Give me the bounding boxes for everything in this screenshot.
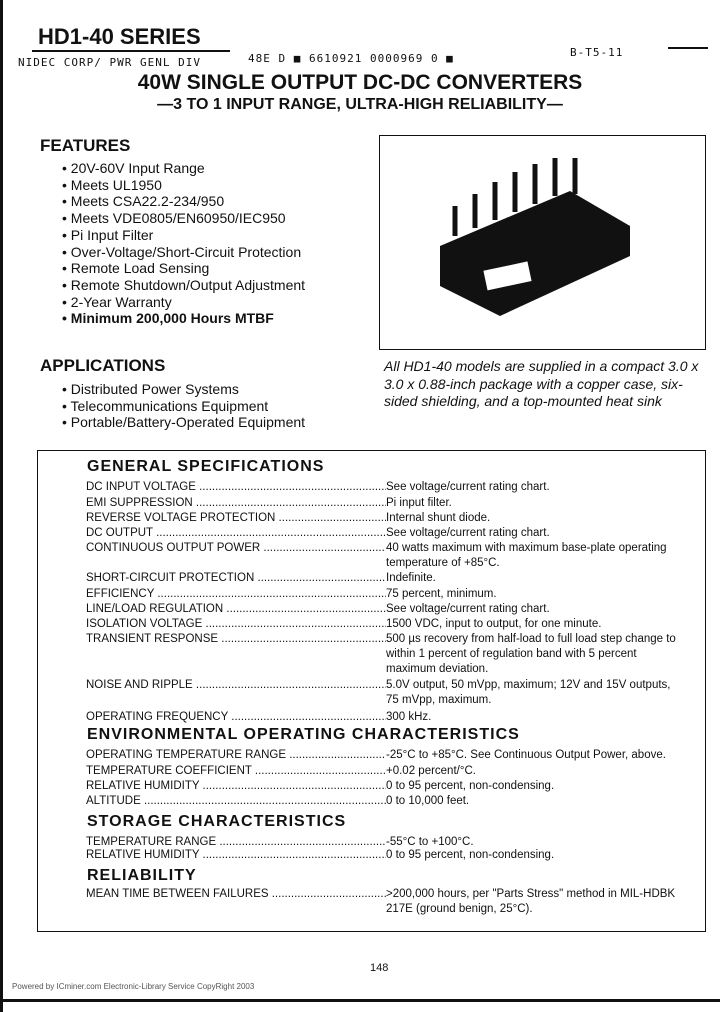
manufacturer-stamp: NIDEC CORP/ PWR GENL DIV bbox=[18, 56, 201, 69]
spec-value: Pi input filter. bbox=[386, 497, 452, 509]
spec-label: LINE/LOAD REGULATION ..... bbox=[86, 602, 386, 617]
spec-value: 0 to 95 percent, non-condensing. bbox=[386, 849, 555, 861]
spec-row bbox=[86, 541, 686, 571]
corner-rule bbox=[668, 47, 708, 49]
page-number: 148 bbox=[370, 962, 389, 974]
list-item: • Telecommunications Equipment bbox=[62, 398, 305, 415]
spec-row bbox=[86, 602, 686, 617]
features-heading: FEATURES bbox=[40, 136, 131, 155]
page-subtitle: —3 TO 1 INPUT RANGE, ULTRA-HIGH RELIABILITY— bbox=[157, 96, 563, 113]
spec-value: 1500 VDC, input to output, for one minute. bbox=[386, 618, 602, 630]
spec-row bbox=[86, 480, 686, 495]
spec-label: NOISE AND RIPPLE ..... bbox=[86, 678, 386, 708]
spec-label: DC OUTPUT ..... bbox=[86, 526, 386, 541]
list-item: • Meets UL1950 bbox=[62, 177, 305, 194]
spec-value: -55°C to +100°C. bbox=[386, 836, 474, 848]
spec-value: See voltage/current rating chart. bbox=[386, 481, 550, 493]
spec-value: 0 to 95 percent, non-condensing. bbox=[386, 780, 555, 792]
general-specs-heading: GENERAL SPECIFICATIONS bbox=[87, 458, 325, 475]
environmental-heading: ENVIRONMENTAL OPERATING CHARACTERISTICS bbox=[87, 726, 520, 743]
spec-row bbox=[86, 511, 686, 526]
spec-value: See voltage/current rating chart. bbox=[386, 603, 550, 615]
spec-label: TEMPERATURE RANGE ..... bbox=[86, 835, 386, 850]
storage-heading: STORAGE CHARACTERISTICS bbox=[87, 813, 347, 830]
spec-row bbox=[86, 748, 686, 763]
spec-row bbox=[86, 764, 686, 779]
scan-border-bottom bbox=[0, 999, 720, 1002]
list-item: • Remote Shutdown/Output Adjustment bbox=[62, 277, 305, 294]
spec-label: EFFICIENCY ..... bbox=[86, 587, 386, 602]
spec-label: ALTITUDE ..... bbox=[86, 794, 386, 809]
features-list bbox=[62, 160, 305, 327]
spec-label: CONTINUOUS OUTPUT POWER ..... bbox=[86, 541, 386, 571]
catalog-code: 48E D ■ 6610921 0000969 0 ■ bbox=[248, 52, 454, 65]
series-title: HD1-40 SERIES bbox=[38, 24, 201, 49]
spec-value: 75 percent, minimum. bbox=[386, 588, 497, 600]
spec-value: Indefinite. bbox=[386, 572, 436, 584]
spec-label: RELATIVE HUMIDITY ..... bbox=[86, 848, 386, 863]
title-rule bbox=[32, 50, 230, 52]
list-item: • 20V-60V Input Range bbox=[62, 160, 305, 177]
spec-value: Internal shunt diode. bbox=[386, 512, 491, 524]
spec-value: 300 kHz. bbox=[386, 711, 432, 723]
spec-value: +0.02 percent/°C. bbox=[386, 765, 476, 777]
reliability-heading: RELIABILITY bbox=[87, 867, 197, 884]
spec-value: See voltage/current rating chart. bbox=[386, 527, 550, 539]
spec-row bbox=[86, 496, 686, 511]
spec-row bbox=[86, 887, 686, 917]
spec-label: TEMPERATURE COEFFICIENT ..... bbox=[86, 764, 386, 779]
spec-row bbox=[86, 632, 686, 677]
spec-value: 500 µs recovery from half-load to full load step change to within 1 percent of regulation band with 5 percent maximum deviation. bbox=[386, 633, 676, 675]
date-stamp: B-T5-11 bbox=[570, 46, 624, 59]
list-item: • 2-Year Warranty bbox=[62, 294, 305, 311]
spec-label: MEAN TIME BETWEEN FAILURES ..... bbox=[86, 887, 386, 917]
product-caption: All HD1-40 models are supplied in a compact 3.0 x 3.0 x 0.88-inch package with a copper case, six-sided shielding, and a top-mounted heat sink bbox=[384, 358, 699, 409]
spec-label: OPERATING FREQUENCY ..... bbox=[86, 710, 386, 725]
list-item: • Meets CSA22.2-234/950 bbox=[62, 193, 305, 210]
spec-row bbox=[86, 571, 686, 586]
spec-label: SHORT-CIRCUIT PROTECTION ..... bbox=[86, 571, 386, 586]
spec-value: 5.0V output, 50 mVpp, maximum; 12V and 15V outputs, 75 mVpp, maximum. bbox=[386, 679, 671, 706]
list-item: • Meets VDE0805/EN60950/IEC950 bbox=[62, 210, 305, 227]
spec-row bbox=[86, 794, 686, 809]
spec-row bbox=[86, 526, 686, 541]
list-item: • Portable/Battery-Operated Equipment bbox=[62, 414, 305, 431]
spec-value: 0 to 10,000 feet. bbox=[386, 795, 470, 807]
footer-text: Powered by ICminer.com Electronic-Library Service CopyRight 2003 bbox=[12, 982, 255, 991]
spec-label: RELATIVE HUMIDITY ..... bbox=[86, 779, 386, 794]
spec-label: EMI SUPPRESSION ..... bbox=[86, 496, 386, 511]
page-title: 40W SINGLE OUTPUT DC-DC CONVERTERS bbox=[137, 71, 583, 94]
product-photo bbox=[379, 135, 706, 350]
list-item: • Remote Load Sensing bbox=[62, 260, 305, 277]
spec-label: OPERATING TEMPERATURE RANGE ..... bbox=[86, 748, 386, 763]
spec-row bbox=[86, 779, 686, 794]
scan-border-left bbox=[0, 0, 3, 1012]
list-item: • Distributed Power Systems bbox=[62, 381, 305, 398]
spec-value: -25°C to +85°C. See Continuous Output Power, above. bbox=[386, 749, 666, 761]
spec-row bbox=[86, 678, 686, 708]
spec-label: ISOLATION VOLTAGE ..... bbox=[86, 617, 386, 632]
spec-value: >200,000 hours, per "Parts Stress" method in MIL-HDBK 217E (ground benign, 25°C). bbox=[386, 888, 676, 915]
applications-list bbox=[62, 381, 305, 431]
spec-label: REVERSE VOLTAGE PROTECTION ..... bbox=[86, 511, 386, 526]
spec-row bbox=[86, 617, 686, 632]
spec-row bbox=[86, 848, 686, 863]
spec-label: TRANSIENT RESPONSE ..... bbox=[86, 632, 386, 677]
list-item: • Pi Input Filter bbox=[62, 227, 305, 244]
spec-value: 40 watts maximum with maximum base-plate operating temperature of +85°C. bbox=[386, 542, 667, 569]
applications-heading: APPLICATIONS bbox=[40, 356, 166, 375]
spec-row bbox=[86, 587, 686, 602]
spec-row bbox=[86, 710, 686, 725]
spec-label: DC INPUT VOLTAGE ..... bbox=[86, 480, 386, 495]
list-item: • Minimum 200,000 Hours MTBF bbox=[62, 310, 305, 327]
list-item: • Over-Voltage/Short-Circuit Protection bbox=[62, 244, 305, 261]
